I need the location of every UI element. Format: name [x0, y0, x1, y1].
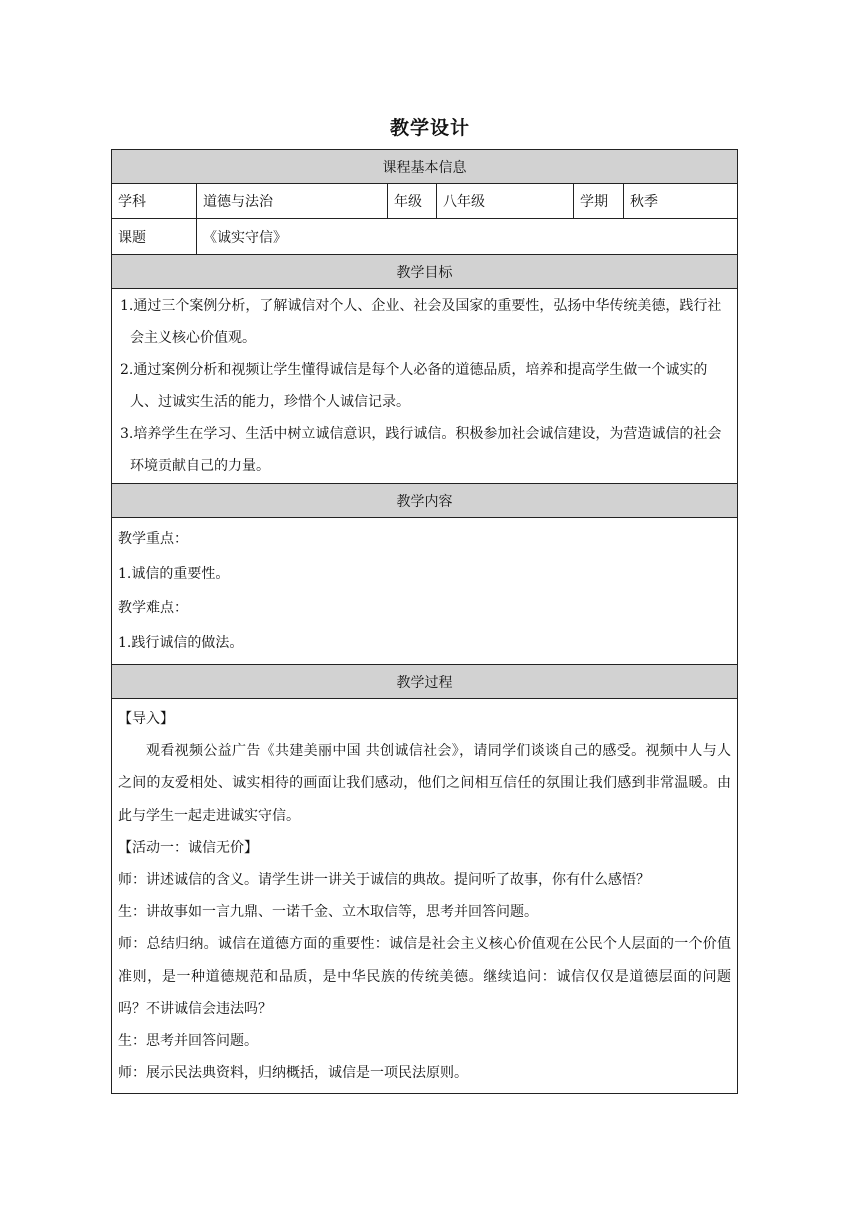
grade-value: 八年级 — [437, 184, 574, 219]
activity-one-label: 【活动一：诚信无价】 — [118, 839, 258, 856]
goals-row — [112, 289, 738, 484]
difficulty-item: 1.践行诚信的做法。 — [118, 634, 244, 651]
goal-item: 1.通过三个案例分析，了解诚信对个人、企业、社会及国家的重要性，弘扬中华传统美德，践行社会主义核心价值观。 — [120, 298, 722, 346]
process-line: 师：总结归纳。诚信在道德方面的重要性：诚信是社会主义核心价值观在公民个人层面的一个价值准则，是一种道德规范和品质，是中华民族的传统美德。继续追问：诚信仅仅是道德层面的问题吗？不讲诚信会违法吗？ — [118, 936, 732, 1017]
term-label: 学期 — [574, 184, 624, 219]
subject-label: 学科 — [112, 184, 197, 219]
document-title: 教学设计 — [389, 117, 470, 139]
difficulty-label: 教学难点： — [118, 600, 188, 616]
process-header-row — [112, 665, 738, 699]
key-points-label: 教学重点： — [118, 531, 188, 547]
grade-label: 年级 — [388, 184, 437, 219]
process-line: 师：展示民法典资料，归纳概括，诚信是一项民法原则。 — [118, 1065, 468, 1082]
term-value: 秋季 — [624, 184, 738, 219]
intro-label: 【导入】 — [118, 711, 174, 727]
content-header: 教学内容 — [112, 484, 738, 518]
key-point-item: 1.诚信的重要性。 — [118, 565, 230, 582]
content-cell — [112, 518, 738, 665]
process-line: 生：讲故事如一言九鼎、一诺千金、立木取信等，思考并回答问题。 — [118, 904, 538, 921]
process-cell — [112, 699, 738, 1094]
content-row — [112, 518, 738, 665]
goal-item: 2.通过案例分析和视频让学生懂得诚信是每个人必备的道德品质，培养和提高学生做一个诚实的人、过诚实生活的能力，珍惜个人诚信记录。 — [120, 362, 708, 410]
lesson-plan-table — [111, 149, 738, 1094]
process-header: 教学过程 — [112, 665, 738, 699]
goals-cell — [112, 289, 738, 484]
basic-info-header-row — [112, 150, 738, 184]
subject-value: 道德与法治 — [197, 184, 388, 219]
content-header-row — [112, 484, 738, 518]
goals-header-row — [112, 255, 738, 289]
basic-info-header: 课程基本信息 — [112, 150, 738, 184]
basic-info-row — [112, 184, 738, 219]
topic-row — [112, 219, 738, 255]
process-row — [112, 699, 738, 1094]
process-line: 师：讲述诚信的含义。请学生讲一讲关于诚信的典故。提问听了故事，你有什么感悟？ — [118, 872, 650, 889]
topic-value: 《诚实守信》 — [197, 219, 738, 255]
intro-paragraph: 观看视频公益广告《共建美丽中国 共创诚信社会》，请同学们谈谈自己的感受。视频中人与人之间的友爱相处、诚实相待的画面让我们感动，他们之间相互信任的氛围让我们感到非常温暖。由此与学生一起走进诚实守信。 — [118, 743, 732, 824]
goals-header: 教学目标 — [112, 255, 738, 289]
process-line: 生：思考并回答问题。 — [118, 1033, 258, 1050]
topic-label: 课题 — [112, 219, 197, 255]
goal-item: 3.培养学生在学习、生活中树立诚信意识，践行诚信。积极参加社会诚信建设，为营造诚信的社会环境贡献自己的力量。 — [120, 426, 722, 474]
